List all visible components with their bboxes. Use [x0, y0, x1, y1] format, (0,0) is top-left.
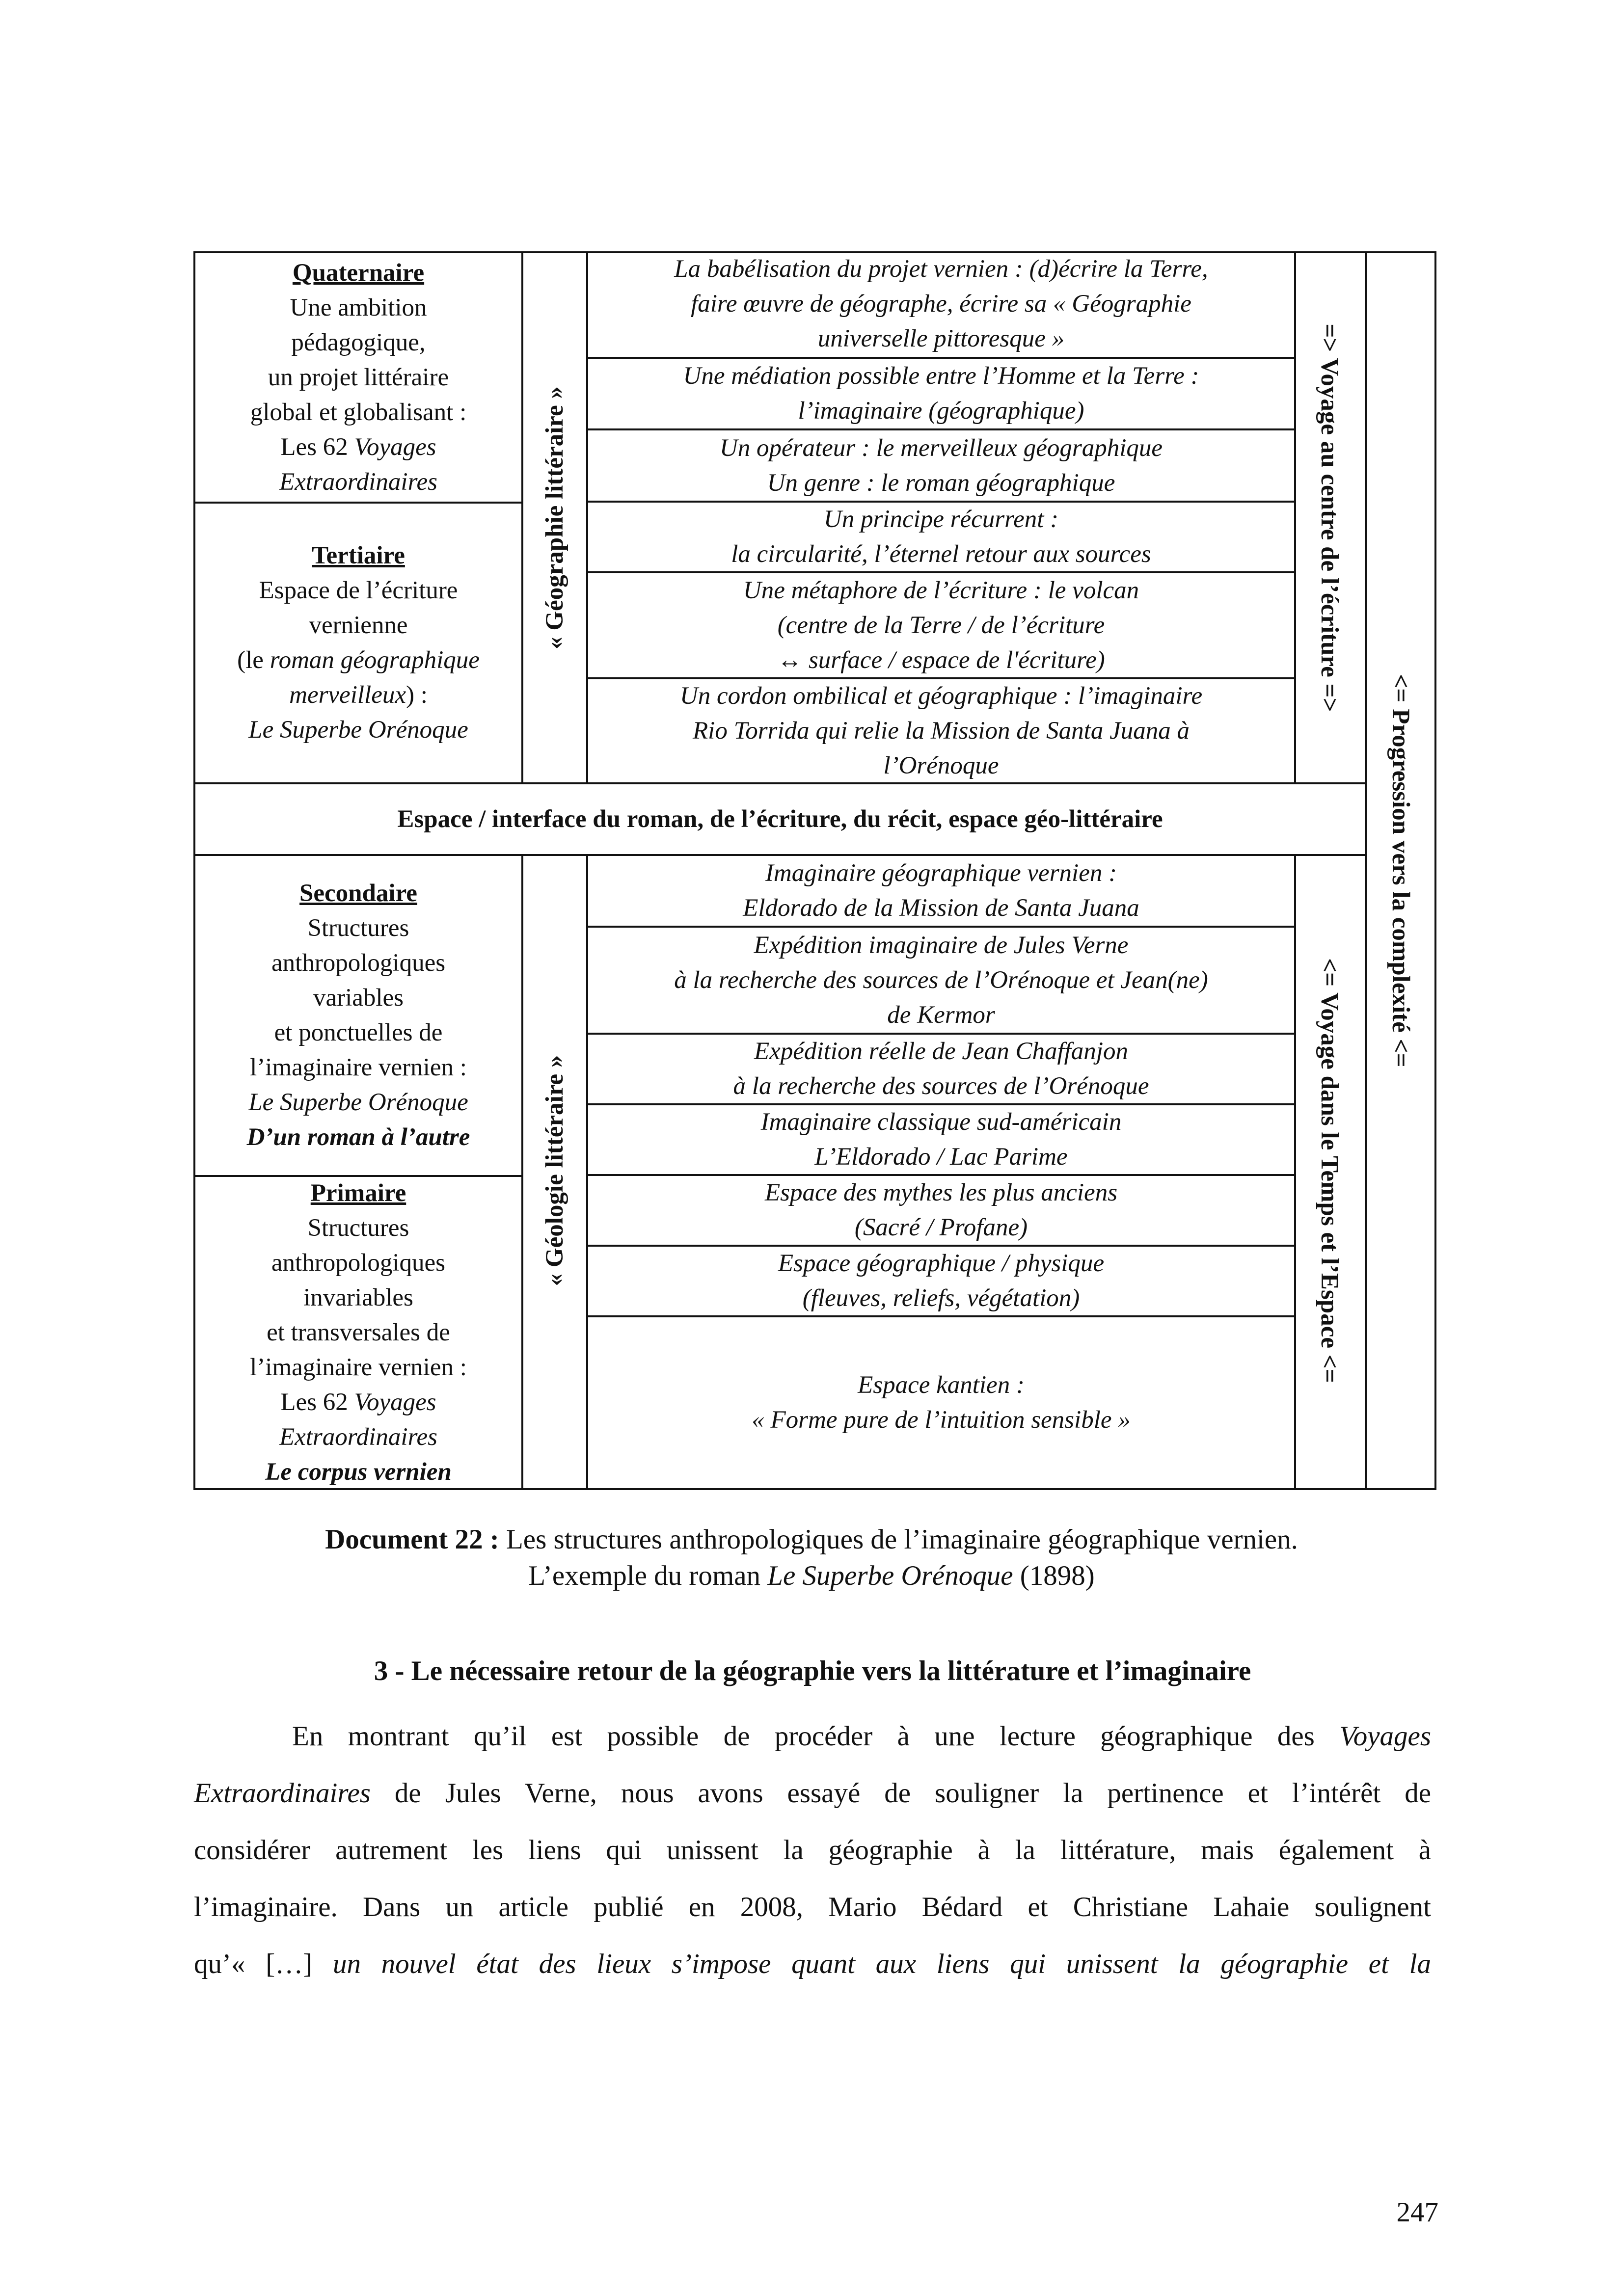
table-item: Un principe récurrent : la circularité, l’éternel retour aux sources: [731, 506, 1151, 568]
table-item: Espace des mythes les plus anciens (Sacré / Profane): [764, 1179, 1118, 1241]
table-item: Un cordon ombilical et géographique : l’imaginaire Rio Torrida qui relie la Mission de Santa Juana à l’Orénoque: [679, 682, 1203, 779]
level-primaire: Primaire Structures anthropologiques invariables et transversales de l’imaginaire vernien : Les 62 Voyages Extraordinaires Le corpus vernien: [195, 1177, 521, 1488]
side-label-geographie: « Géographie littéraire »: [541, 386, 568, 649]
table-item: Une métaphore de l’écriture : le volcan (centre de la Terre / de l’écriture ↔ surface / espace de l'écriture): [743, 576, 1139, 674]
body-paragraph: En montrant qu’il est possible de procéder à une lecture géographique des Voyages Extraordinaires de Jules Verne, nous avons essayé de souligner la pertinence et l’intérêt de considérer autrement les liens qui unissent la géographie à la littérature, mais également à l’imaginaire. Dans un article publié en 2008, Mario Bédard et Christiane Lahaie soulignent qu’« […] un nouvel état des lieux s’impose quant aux liens qui unissent la géographie et la: [194, 1721, 1431, 1979]
level-secondaire: Secondaire Structures anthropologiques variables et ponctuelles de l’imaginaire vernien : Le Superbe Orénoque D’un roman à l’autre: [195, 856, 521, 1175]
right-label-voyage-temps: <= Voyage dans le Temps et l’Espace <=: [1316, 958, 1343, 1383]
table-item: Imaginaire géographique vernien : Eldorado de la Mission de Santa Juana: [743, 859, 1139, 922]
table-item: Un opérateur : le merveilleux géographique Un genre : le roman géographique: [719, 434, 1163, 497]
table-item: Imaginaire classique sud-américain L’Eldorado / Lac Parime: [760, 1108, 1122, 1171]
level-tertiaire: Tertiaire Espace de l’écriture vernienne (le roman géographique merveilleux) : Le Superbe Orénoque: [195, 504, 521, 782]
level-title: Quaternaire: [292, 259, 425, 287]
level-quaternaire: Quaternaire Une ambition pédagogique, un projet littéraire global et globalisant : Les 62 Voyages Extraordinaires: [195, 253, 521, 502]
table-item: Expédition réelle de Jean Chaffanjon à la recherche des sources de l’Orénoque: [733, 1038, 1149, 1100]
table-item: Espace kantien : « Forme pure de l’intuition sensible »: [752, 1371, 1131, 1434]
table-item: Une médiation possible entre l’Homme et la Terre : l’imaginaire (géographique): [683, 362, 1199, 425]
right-label-voyage-centre: => Voyage au centre de l’écriture =>: [1316, 323, 1343, 712]
table-item: Espace géographique / physique (fleuves, reliefs, végétation): [778, 1250, 1105, 1312]
table-item: La babélisation du projet vernien : (d)écrire la Terre, faire œuvre de géographe, écrire sa « Géographie universelle pittoresque »: [674, 255, 1208, 352]
side-label-geologie: « Géologie littéraire »: [541, 1055, 568, 1286]
page-number: 247: [1396, 2197, 1438, 2228]
level-title: Tertiaire: [312, 542, 405, 569]
section-heading: 3 - Le nécessaire retour de la géographie vers la littérature et l’imaginaire: [374, 1655, 1251, 1686]
middle-band: Espace / interface du roman, de l’écriture, du récit, espace géo-littéraire: [397, 805, 1163, 833]
level-title: Primaire: [310, 1179, 406, 1207]
level-title: Secondaire: [299, 880, 417, 907]
right-label-progression: <= Progression vers la complexité <=: [1387, 674, 1414, 1068]
table-item: Expédition imaginaire de Jules Verne à la recherche des sources de l’Orénoque et Jean(ne) de Kermor: [674, 931, 1208, 1029]
figure-caption: Document 22 : Les structures anthropologiques de l’imaginaire géographique vernien. L’exemple du roman Le Superbe Orénoque (1898): [325, 1524, 1298, 1591]
